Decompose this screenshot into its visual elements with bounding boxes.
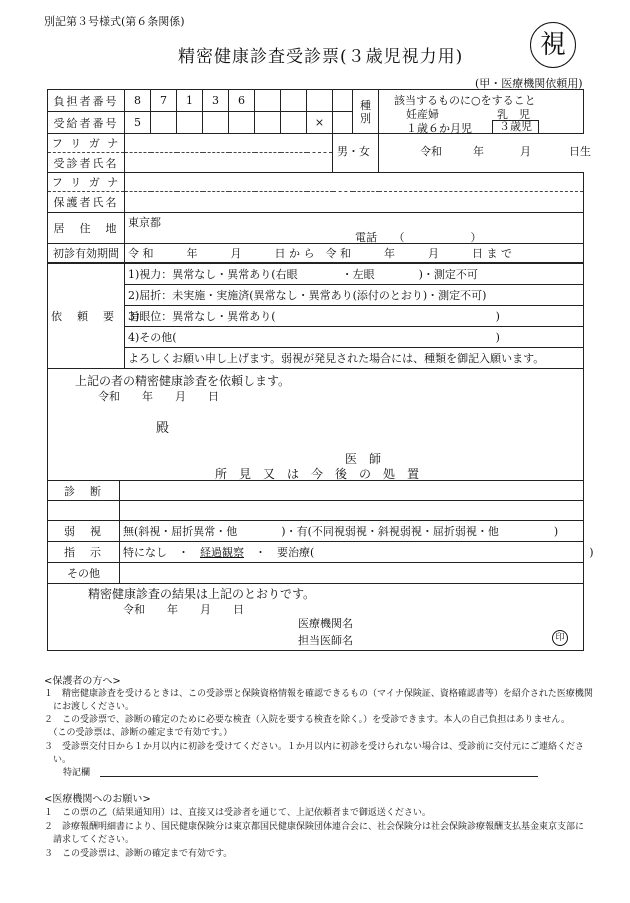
closing-date[interactable]: 令和 年 月 日 bbox=[123, 603, 244, 616]
patient-name-label: 受診者氏名 bbox=[48, 153, 125, 173]
address-field[interactable] bbox=[125, 213, 584, 244]
patient-furigana-field[interactable] bbox=[125, 134, 333, 153]
recipient-digit[interactable] bbox=[177, 112, 203, 134]
recipient-digit[interactable] bbox=[281, 112, 307, 134]
guardian-furigana-label: フ リ ガ ナ bbox=[48, 173, 125, 192]
guardian-furigana-field[interactable] bbox=[125, 173, 584, 192]
stamp-mark: 視 bbox=[530, 22, 576, 68]
guardian-note-2: ２ この受診票で、診断の確定のために必要な検査（入院を要する検査を除く。）を受診できます。本人の自己負担はありません。 bbox=[44, 715, 570, 725]
referral-date[interactable]: 令和 年 月 日 bbox=[98, 390, 219, 403]
recipient-digit[interactable] bbox=[255, 112, 281, 134]
request-table bbox=[47, 263, 584, 369]
referral-intro: 上記の者の精密健康診査を依頼します。 bbox=[75, 374, 291, 388]
request-item-eye-position[interactable]: 3)眼位：異常なし・異常あり( ) bbox=[125, 306, 584, 327]
phone-field[interactable]: 電話 （ ） bbox=[355, 231, 482, 244]
validity-label: 初診有効期間 bbox=[48, 244, 125, 263]
category-cell[interactable] bbox=[379, 90, 584, 134]
burden-no-label: 負担者番号 bbox=[48, 90, 125, 112]
birth-day-text: 日生 bbox=[569, 145, 591, 158]
burden-digit[interactable]: 6 bbox=[229, 90, 255, 112]
facility-label: 医療機関名 bbox=[298, 617, 353, 630]
instruction-none[interactable]: 特になし ・ bbox=[123, 546, 189, 559]
recipient-digit[interactable] bbox=[151, 112, 177, 134]
cat-pregnant[interactable]: 妊産婦 bbox=[406, 108, 439, 121]
instruction-observe[interactable]: 経過観察 bbox=[200, 546, 244, 559]
cat-3year[interactable]: ３歳児 bbox=[492, 120, 539, 134]
results-table bbox=[47, 480, 594, 584]
diagnosis-field-2[interactable] bbox=[120, 501, 584, 521]
burden-digit[interactable] bbox=[333, 90, 353, 112]
request-note: よろしくお願い申し上げます。弱視が発見された場合には、種類を御記入願います。 bbox=[125, 348, 584, 369]
clinic-note-2b: 請求してください。 bbox=[44, 835, 135, 845]
guardian-note-1: １ 精密健康診査を受けるときは、この受診票と保険資格情報を確認できるもの（マイナ保険証、資格確認書等）を紹介された医療機関 bbox=[44, 689, 593, 699]
month-text: 月 bbox=[520, 145, 531, 158]
guardian-note-3: ３ 受診票交付日から１か月以内に初診を受けてください。１か月以内に初診を受けられない場合は、受診前に交付元にご連絡くださ bbox=[44, 742, 585, 752]
guardian-note-2b: （この受診票は、診断の確定まで有効です。） bbox=[44, 728, 233, 738]
copy-label: (甲・医療機関依頼用) bbox=[475, 77, 583, 90]
guardian-notes-heading: <保護者の方へ> bbox=[44, 676, 121, 687]
clinic-notes-heading: <医療機関へのお願い> bbox=[44, 794, 151, 805]
seal-mark: 印 bbox=[552, 630, 568, 646]
other-label: その他 bbox=[48, 563, 120, 584]
request-item-other[interactable]: 4)その他( ) bbox=[125, 327, 584, 348]
form-id: 別記第３号様式(第６条関係) bbox=[44, 15, 185, 28]
instruction-field[interactable] bbox=[120, 542, 594, 563]
addressee-dono: 殿 bbox=[156, 421, 170, 436]
remarks-line[interactable] bbox=[100, 776, 538, 777]
findings-title: 所 見 又 は 今 後 の 処 置 bbox=[215, 467, 420, 481]
year-text: 年 bbox=[473, 145, 484, 158]
guardian-name-field[interactable] bbox=[125, 192, 584, 213]
guardian-note-1b: にお渡しください。 bbox=[44, 702, 135, 712]
address-label: 居 住 地 bbox=[48, 213, 125, 244]
diagnosis-label: 診 断 bbox=[48, 481, 120, 501]
burden-digit[interactable] bbox=[255, 90, 281, 112]
clinic-note-3: ３ この受診票は、診断の確定まで有効です。 bbox=[44, 849, 233, 859]
reiwa-text: 令和 bbox=[420, 145, 442, 158]
clinic-note-2: ２ 診療報酬明細書により、国民健康保険分は東京都国民健康保険団体連合会に、社会保険分は社会保険診療報酬支払基金東京支部に bbox=[44, 822, 585, 832]
burden-digit[interactable]: 7 bbox=[151, 90, 177, 112]
burden-digit[interactable]: 8 bbox=[125, 90, 151, 112]
burden-digit[interactable] bbox=[281, 90, 307, 112]
amblyopia-field[interactable]: 無(斜視・屈折異常・他 )・有(不同視弱視・斜視弱視・屈折弱視・他 ) bbox=[120, 521, 584, 542]
doctor-label: 医 師 bbox=[345, 452, 382, 466]
recipient-no-label: 受給者番号 bbox=[48, 112, 125, 134]
recipient-digit[interactable]: 5 bbox=[125, 112, 151, 134]
cat-infant[interactable]: 乳 児 bbox=[497, 108, 530, 121]
page-title: 精密健康診査受診票(３歳児視力用) bbox=[178, 47, 464, 67]
burden-digit[interactable] bbox=[307, 90, 333, 112]
request-item-refraction[interactable]: 2)屈折：未実施・実施済(異常なし・異常あり(添付のとおり)・測定不可) bbox=[125, 285, 584, 306]
burden-digit[interactable]: 3 bbox=[203, 90, 229, 112]
guardian-note-3b: い。 bbox=[44, 755, 72, 765]
sex-field[interactable]: 男・女 bbox=[337, 145, 370, 158]
address-value: 東京都 bbox=[128, 216, 161, 229]
diagnosis-field[interactable] bbox=[120, 481, 584, 501]
amblyopia-label: 弱 視 bbox=[48, 521, 120, 542]
closing-text: 精密健康診査の結果は上記のとおりです。 bbox=[88, 587, 316, 601]
guardian-name-label: 保護者氏名 bbox=[48, 192, 125, 213]
category-instruction: 該当するものに○をすること bbox=[394, 94, 536, 107]
birth-cell[interactable] bbox=[333, 134, 591, 173]
validity-period[interactable]: 令 和 年 月 日 か ら 令 和 年 月 日 ま で bbox=[125, 244, 584, 263]
instruction-label: 指 示 bbox=[48, 542, 120, 563]
remarks-label: 特記欄 bbox=[63, 768, 91, 778]
furigana-label: フ リ ガ ナ bbox=[48, 134, 125, 153]
diagnosis-blank-label bbox=[48, 501, 120, 521]
instruction-treat[interactable]: ・ 要治療( ) bbox=[255, 546, 594, 559]
category-label: 種別 bbox=[353, 90, 379, 134]
cat-18month[interactable]: １歳６か月児 bbox=[406, 122, 472, 135]
recipient-digit[interactable] bbox=[229, 112, 255, 134]
recipient-digit[interactable] bbox=[203, 112, 229, 134]
physician-label: 担当医師名 bbox=[298, 634, 353, 647]
patient-name-field[interactable] bbox=[125, 153, 333, 173]
other-field[interactable] bbox=[120, 563, 584, 584]
burden-digit[interactable]: 1 bbox=[177, 90, 203, 112]
request-label: 依 頼 要 旨 bbox=[48, 264, 125, 369]
recipient-x: × bbox=[307, 112, 333, 134]
request-item-vision[interactable]: 1)視力：異常なし・異常あり(右眼 ・左眼 )・測定不可 bbox=[125, 264, 584, 285]
info-table bbox=[47, 89, 591, 263]
clinic-note-1: １ この票の乙（結果通知用）は、直接又は受診者を通じて、上記依頼者まで御返送ください。 bbox=[44, 808, 431, 818]
